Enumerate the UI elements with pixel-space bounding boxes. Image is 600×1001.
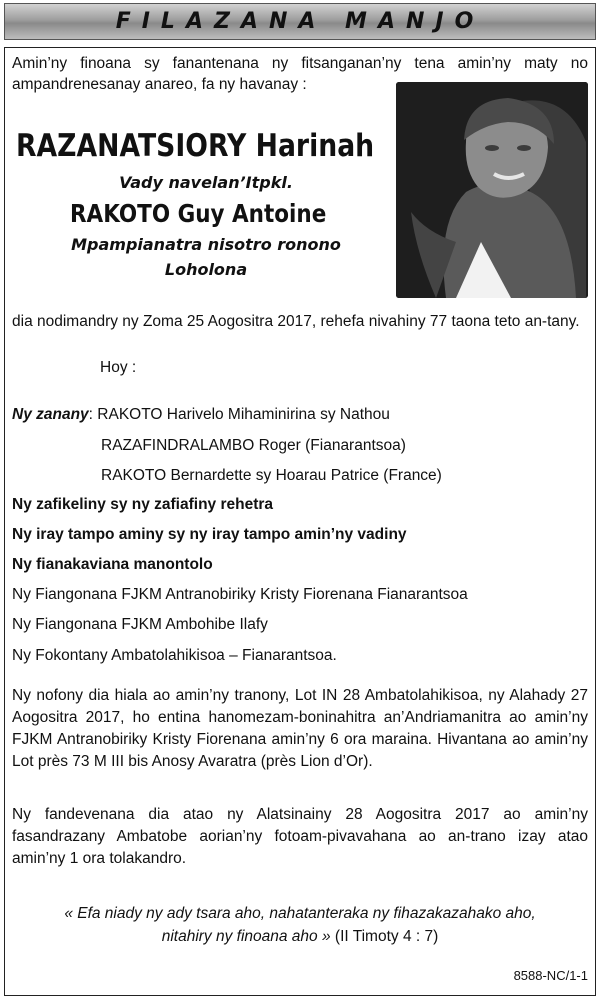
deceased-photo xyxy=(396,82,588,298)
spouse-name: RAKOTO Guy Antoine xyxy=(70,199,327,228)
children-first-line xyxy=(12,404,390,425)
family-line: Ny fianakaviana manontolo xyxy=(12,556,213,573)
funeral-paragraph: Ny nofony dia hiala ao amin’ny tranony, Lot IN 28 Ambatolahikisoa, ny Alahady 27 Aogositra 2017, ho entina hanomezam-boninahitra an’Andriamanitra ao amin’ny FJKM Antranobiriky Kristy Fiorenana amin’ny 6 ora maraina. Hivantana ao amin’ny Lot près 73 M III bis Anosy Avaratra (près Lion d’Or). xyxy=(12,687,588,770)
spouse-occupation: Mpampianatra nisotro ronono xyxy=(71,235,341,254)
hoy-label: Hoy : xyxy=(100,359,137,376)
organization-line: Ny Fokontany Ambatolahikisoa – Fianarantsoa. xyxy=(12,647,337,664)
spouse-role: Vady navelan’Itpkl. xyxy=(119,173,293,192)
organization-line: Ny Fiangonana FJKM Antranobiriky Kristy Fiorenana Fianarantsoa xyxy=(12,586,468,603)
children-label: Ny zanany xyxy=(12,406,89,423)
verse-text: nitahiry ny finoana aho » xyxy=(161,928,331,945)
intro-text: Amin’ny finoana sy fanantenana ny fitsanganan’ny tena amin’ny maty no ampandrenesanay anareo, fa ny havanay : xyxy=(12,55,588,93)
child-name: RAKOTO Bernardette sy Hoarau Patrice (France) xyxy=(101,467,442,484)
death-announcement: dia nodimandry ny Zoma 25 Aogositra 2017, rehefa nivahiny 77 taona teto an-tany. xyxy=(12,313,580,330)
organization-line: Ny Fiangonana FJKM Ambohibe Ilafy xyxy=(12,616,268,633)
notice-header xyxy=(4,3,596,40)
children-separator: : xyxy=(88,406,93,423)
verse-line-2 xyxy=(12,926,588,947)
burial-paragraph: Ny fandevenana dia atao ny Alatsinainy 28 Aogositra 2017 ao amin’ny fasandrazany Ambatobe aorian’ny fotoam-pivavahana ao an-trano izay atao amin’ny 1 ora tolakandro. xyxy=(12,806,588,867)
reference-code: 8588-NC/1-1 xyxy=(513,968,588,983)
verse-reference: (II Timoty 4 : 7) xyxy=(334,928,439,945)
verse-line-1: « Efa niady ny ady tsara aho, nahatanteraka ny fihazakazahako aho, xyxy=(64,905,536,922)
family-line: Ny zafikeliny sy ny zafiafiny rehetra xyxy=(12,496,274,513)
child-name: RAKOTO Harivelo Mihaminirina sy Nathou xyxy=(97,406,390,423)
family-line: Ny iray tampo aminy sy ny iray tampo amin’ny vadiny xyxy=(12,526,407,543)
child-name: RAZAFINDRALAMBO Roger (Fianarantsoa) xyxy=(101,437,406,454)
spouse-title: Loholona xyxy=(164,260,248,279)
deceased-name: RAZANATSIORY Harinah xyxy=(16,128,375,164)
header-title: FILAZANA MANJO xyxy=(115,9,485,34)
